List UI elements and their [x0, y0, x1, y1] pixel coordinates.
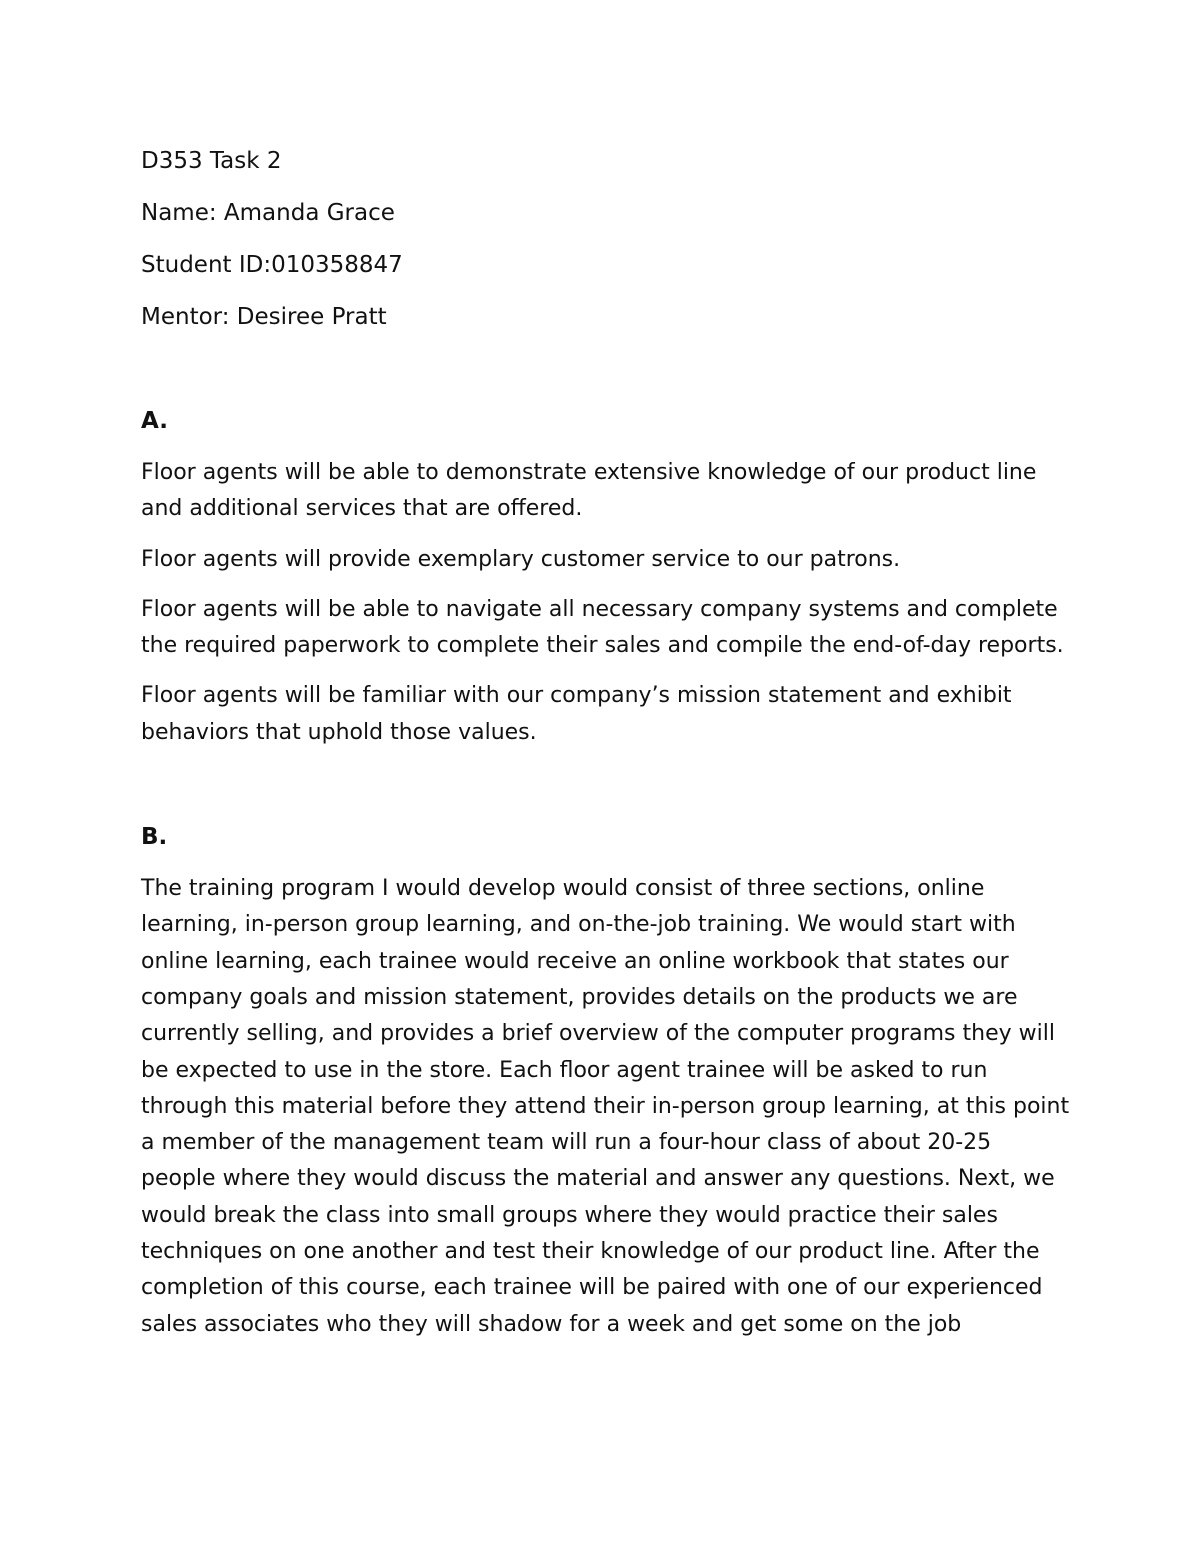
section-b-paragraph: The training program I would develop would consist of three sections, online learning, in-person group learning, and on-the-job training. We would start with online learning, each trainee would receive an online workbook that states our company goals and mission statement, provides details on the products we are currently selling, and provides a brief overview of the computer programs they will be expected to use in the store. Each floor agent trainee will be asked to run through this material before they attend their in-person group learning, at this point a member of the management team will run a four-hour class of about 20-25 people where they would discuss the material and answer any questions. Next, we would break the class into small groups where they would practice their sales techniques on one another and test their knowledge of our product line. After the completion of this course, each trainee will be paired with one of our experienced sales associates who they will shadow for a week and get some on the job [141, 876, 1070, 1337]
mentor-name: Mentor: Desiree Pratt [141, 304, 387, 330]
section-a-paragraph: Floor agents will provide exemplary customer service to our patrons. [141, 546, 901, 572]
course-title: D353 Task 2 [141, 148, 282, 174]
section-a-paragraph: Floor agents will be able to demonstrate extensive knowledge of our product line and additional services that are offered. [141, 460, 1037, 522]
section-a-paragraph: Floor agents will be able to navigate all necessary company systems and complete the required paperwork to complete their sales and compile the end-of-day reports. [141, 596, 1064, 659]
student-name: Name: Amanda Grace [141, 200, 395, 226]
header-block [141, 143, 1071, 335]
section-a-paragraph: Floor agents will be familiar with our company’s mission statement and exhibit behaviors that uphold those values. [141, 683, 1012, 745]
document-body [141, 143, 1071, 1343]
section-b [141, 819, 1071, 1343]
section-a-heading: A. [141, 408, 168, 434]
section-a [141, 403, 1071, 751]
section-b-heading: B. [141, 824, 168, 851]
student-id: Student ID:010358847 [141, 252, 403, 278]
